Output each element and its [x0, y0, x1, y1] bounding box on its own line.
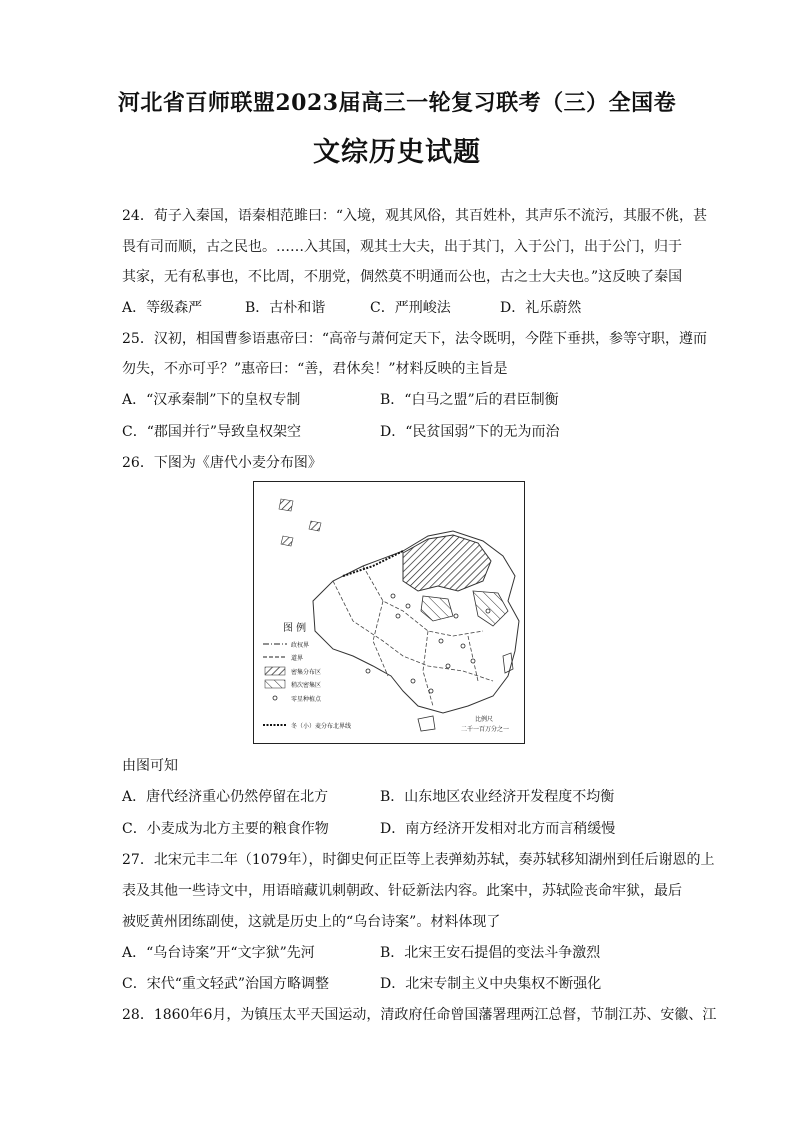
question-26-option-d: D．南方经济开发相对北方而言稍缓慢 — [380, 821, 616, 837]
legend-circuit-boundary: 道界 — [291, 655, 304, 662]
exam-title: 河北省百师联盟2023届高三一轮复习联考（三）全国卷 — [117, 90, 677, 116]
question-24-option-c: C．严刑峻法 — [370, 300, 451, 316]
question-25-line-1: 25．汉初，相国曹参语惠帝曰：“高帝与萧何定天下，法令既明，今陛下垂拱，参等守职，遵而 — [122, 331, 707, 347]
question-24-line-3: 其家，无有私事也，不比周，不朋党，倜然莫不明通而公也，古之士大夫也。”这反映了秦国 — [122, 269, 683, 285]
tang-wheat-map — [253, 481, 525, 744]
legend-north-limit: 冬（小）麦分布北界线 — [291, 723, 352, 730]
question-27-line-1: 27．北宋元丰二年（1079年），时御史何正臣等上表弹劾苏轼，奏苏轼移知湖州到任后谢恩的上 — [122, 852, 715, 868]
question-27-option-c: C．宋代“重文轻武”治国方略调整 — [122, 976, 330, 992]
question-25-line-2: 勿失，不亦可乎？”惠帝曰：“善，君休矣！”材料反映的主旨是 — [122, 361, 508, 377]
question-24-line-1: 24．荀子入秦国，语秦相范雎曰：“入境，观其风俗，其百姓朴，其声乐不流污，其服不佻，甚 — [122, 208, 707, 224]
map-scale-label: 比例尺 — [475, 716, 494, 723]
question-24-option-d: D．礼乐蔚然 — [500, 300, 582, 316]
question-25-option-c: C．“郡国并行”导致皇权架空 — [122, 424, 302, 440]
question-28-line-1: 28．1860年6月，为镇压太平天国运动，清政府任命曾国藩署理两江总督，节制江苏、安徽、江 — [122, 1007, 717, 1023]
legend-political-boundary: 政权界 — [291, 642, 310, 649]
exam-subtitle: 文综历史试题 — [313, 137, 481, 168]
question-25-option-d: D．“民贫国弱”下的无为而治 — [380, 424, 560, 440]
legend-subdense-area: 稍次密集区 — [291, 682, 322, 689]
question-27-option-b: B．北宋王安石提倡的变法斗争激烈 — [380, 945, 601, 961]
legend-scattered-points: 零星种植点 — [291, 696, 322, 703]
map-scale-value: 二千一百万分之一 — [461, 726, 510, 733]
question-24-option-b: B．古朴和谐 — [245, 300, 326, 316]
question-24-option-a: A．等级森严 — [122, 300, 203, 316]
question-27-option-d: D．北宋专制主义中央集权不断强化 — [380, 976, 602, 992]
question-27-line-2: 表及其他一些诗文中，用语暗藏讥刺朝政、针砭新法内容。此案中，苏轼险丧命牢狱，最后 — [122, 883, 682, 899]
question-26-option-c: C．小麦成为北方主要的粮食作物 — [122, 821, 329, 837]
question-26-line-1: 26．下图为《唐代小麦分布图》 — [122, 455, 322, 471]
question-26-option-a: A．唐代经济重心仍然停留在北方 — [122, 789, 329, 805]
legend-title: 图 例 — [283, 623, 307, 634]
question-24-line-2: 畏有司而顺，古之民也。……入其国，观其士大夫，出于其门，入于公门，出于公门，归于 — [122, 239, 682, 255]
question-25-option-a: A．“汉承秦制”下的皇权专制 — [122, 392, 301, 408]
question-26-prompt: 由图可知 — [122, 758, 178, 774]
question-27-line-3: 被贬黄州团练副使，这就是历史上的“乌台诗案”。材料体现了 — [122, 914, 501, 930]
legend-dense-area: 密集分布区 — [291, 669, 322, 676]
question-26-option-b: B．山东地区农业经济开发程度不均衡 — [380, 789, 615, 805]
question-27-option-a: A．“乌台诗案”开“文字狱”先河 — [122, 945, 315, 961]
question-25-option-b: B．“白马之盟”后的君臣制衡 — [380, 392, 559, 408]
